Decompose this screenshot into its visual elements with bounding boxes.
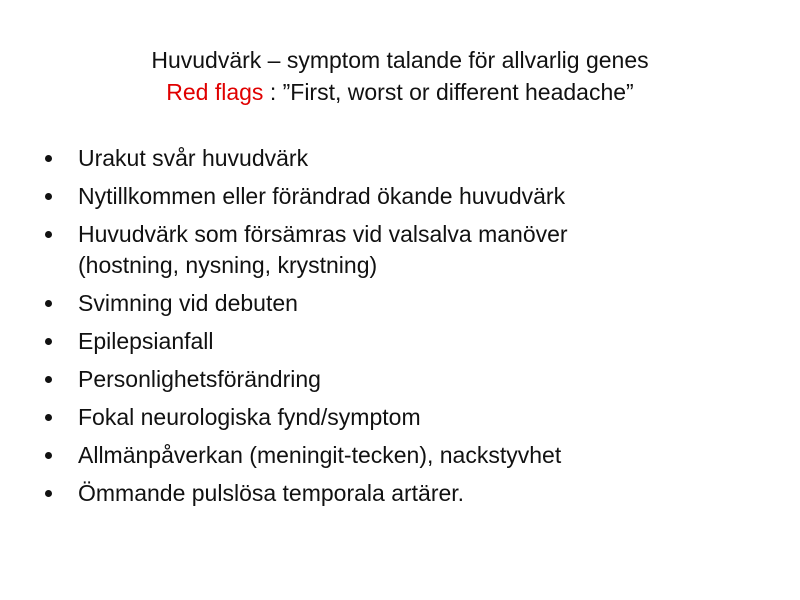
bullet-icon: [45, 155, 52, 162]
bullet-text: Allmänpåverkan (meningit-tecken), nackstyvhet: [78, 442, 562, 468]
bullet-list: [42, 143, 782, 516]
title-line-2-rest: : ”First, worst or different headache”: [263, 79, 634, 105]
list-item: [42, 181, 782, 212]
list-item: [42, 402, 782, 433]
bullet-icon: [45, 452, 52, 459]
bullet-icon: [45, 376, 52, 383]
bullet-icon: [45, 193, 52, 200]
list-item: [42, 219, 782, 281]
bullet-text: Huvudvärk som försämras vid valsalva manöver: [78, 221, 568, 247]
bullet-icon: [45, 300, 52, 307]
list-item: [42, 326, 782, 357]
list-item: [42, 364, 782, 395]
bullet-text: Ömmande pulslösa temporala artärer.: [78, 480, 465, 506]
bullet-text: Epilepsianfall: [78, 328, 214, 354]
bullet-text-continuation: (hostning, nysning, krystning): [78, 252, 378, 278]
title-line-1: Huvudvärk – symptom talande för allvarlig genes: [151, 47, 649, 73]
slide-title: [0, 44, 800, 108]
bullet-text: Fokal neurologiska fynd/symptom: [78, 404, 421, 430]
bullet-icon: [45, 414, 52, 421]
bullet-icon: [45, 338, 52, 345]
red-flags-label: Red flags: [166, 79, 264, 105]
list-item: [42, 478, 782, 509]
bullet-text: Personlighetsförändring: [78, 366, 321, 392]
bullet-text: Nytillkommen eller förändrad ökande huvudvärk: [78, 183, 566, 209]
list-item: [42, 288, 782, 319]
bullet-icon: [45, 231, 52, 238]
list-item: [42, 143, 782, 174]
bullet-text: Svimning vid debuten: [78, 290, 298, 316]
bullet-text: Urakut svår huvudvärk: [78, 145, 309, 171]
title-line-2: [0, 76, 800, 108]
bullet-icon: [45, 490, 52, 497]
list-item: [42, 440, 782, 471]
